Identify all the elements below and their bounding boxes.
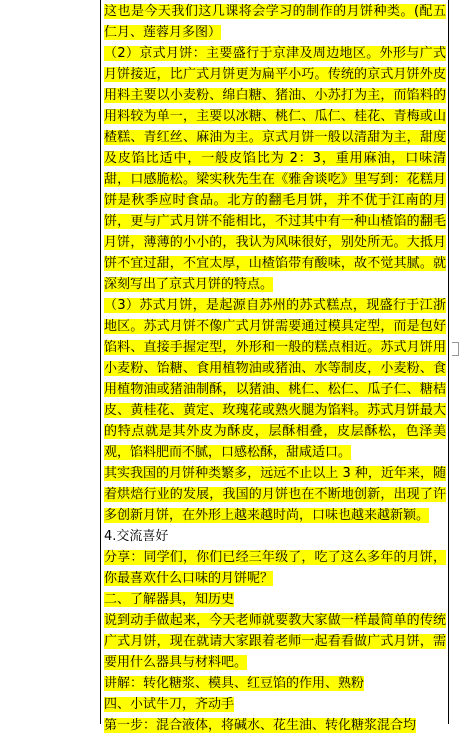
- paragraph-summary: 其实我国的月饼种类繁多，远远不止以上 3 种，近年来，随着烘焙行业的发展，我国的月饼也在不断地创新，出现了许多创新月饼，在外形上越来越时尚，口味也越来越新颖。: [104, 466, 446, 523]
- paragraph-sushi: （3）苏式月饼，是起源自苏州的苏式糕点，现盛行于江浙地区。苏式月饼不像广式月饼需要通过模具定型，而是包好馅料、直接手握定型，外形和一般的糕点相近。苏式月饼用小麦粉、饴糖、食用植物油或猪油、水等制皮，小麦粉、食用植物油或猪油制酥，以猪油、桃仁、松仁、瓜子仁、糖桔皮、黄桂花、黄定、玫瑰花或熟火腿为馅料。苏式月饼最大的特点就是其外皮为酥皮，层酥相叠，皮层酥松，色泽美观，馅料肥而不腻，口感松酥，甜咸适口。: [104, 298, 446, 460]
- section-heading-tools: 二、了解器具，知历史: [104, 592, 235, 607]
- table-border-right: [448, 0, 449, 724]
- section-heading-share: 4.交流喜好: [104, 529, 169, 544]
- table-border-left: [100, 0, 101, 724]
- section-heading-practice: 四、小试牛刀，齐动手: [104, 697, 235, 712]
- margin-bracket-marker: [452, 342, 459, 356]
- paragraph-intro: 这也是今天我们这几课将会学习的制作的月饼种类。(配五仁月、莲蓉月多图）: [104, 4, 446, 40]
- paragraph-share: 分享：同学们，你们已经三年级了，吃了这么多年的月饼，你最喜欢什么口味的月饼呢？: [104, 550, 446, 586]
- paragraph-jingshi: （2）京式月饼：主要盛行于京津及周边地区。外形与广式月饼接近，比广式月饼更为扁平小巧。传统的京式月饼外皮用料主要以小麦粉、绵白糖、猪油、小苏打为主，而馅料的用料较为单一，主要以冰糖、桃仁、瓜仁、桂花、青梅或山楂糕、青红丝、麻油为主。京式月饼一般以清甜为主，甜度及皮馅比适中，一般皮馅比为 2：3，重用麻油，口味清甜，口感脆松。梁实秋先生在《雅舍谈吃》里写到：花糕月饼是秋季应时食品。北方的翻毛月饼，并不优于江南的月饼，更与广式月饼不能相比，不过其中有一种山楂馅的翻毛月饼，薄薄的小小的，我认为风味很好，别处所无。大抵月饼不宜过甜，不宜太厚，山楂馅带有酸味，故不觉其腻。就深刻写出了京式月饼的特点。: [104, 46, 446, 292]
- paragraph-explain: 讲解：转化糖浆、模具、红豆馅的作用、熟粉: [104, 676, 365, 691]
- table-cell-content: [104, 1, 446, 736]
- paragraph-tools: 说到动手做起来，今天老师就要教大家做一样最简单的传统广式月饼，现在就请大家跟着老师一起看看做广式月饼，需要用什么器具与材料吧。: [104, 613, 446, 670]
- paragraph-step-one: 第一步：混合液体，将碱水、花生油、转化糖浆混合均: [104, 718, 417, 733]
